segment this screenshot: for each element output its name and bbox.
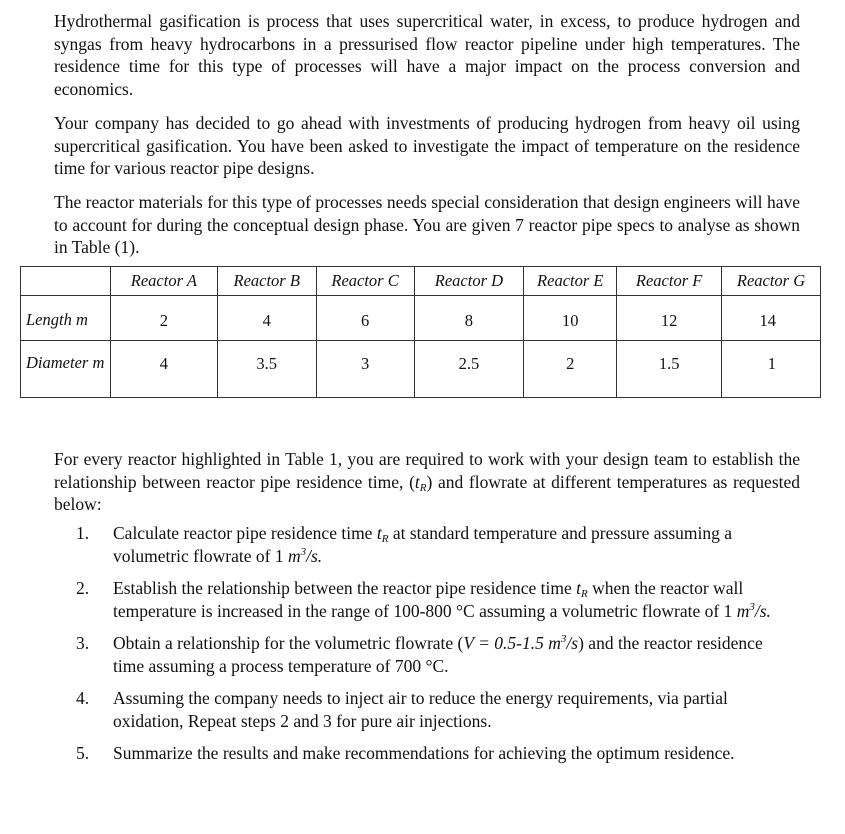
intro-paragraph-1: Hydrothermal gasification is process that uses supercritical water, in excess, to produce hydrogen and syngas from heavy hydrocarbons in a pressurised flow reactor pipeline under high temperatures. The residence time for this type of processes will have a major impact on the process conversion and economics. bbox=[54, 11, 800, 99]
table-cell: 3 bbox=[316, 341, 414, 398]
reactor-specs-table bbox=[20, 266, 821, 398]
table-corner-cell bbox=[21, 267, 111, 296]
list-number: 3. bbox=[76, 633, 90, 653]
intro-paragraph-2: Your company has decided to go ahead with investments of producing hydrogen from heavy oil using supercritical gasification. You have been asked to investigate the impact of temperature on the residence time for various reactor pipe designs. bbox=[54, 113, 800, 178]
table-cell: 3.5 bbox=[217, 341, 316, 398]
list-item: 4. Assuming the company needs to inject air to reduce the energy requirements, via partial oxidation, Repeat steps 2 and 3 for pure air injections. bbox=[76, 688, 728, 731]
table-row-length bbox=[21, 296, 821, 341]
task-intro-text: For every reactor highlighted in Table 1, you are required to work with your design team to establish the relationship between reactor pipe residence time, ( bbox=[54, 449, 800, 492]
column-header: Reactor B bbox=[217, 267, 316, 296]
table-cell: 6 bbox=[316, 296, 414, 341]
column-header: Reactor A bbox=[110, 267, 217, 296]
table-cell: 2 bbox=[524, 341, 617, 398]
table-row-diameter bbox=[21, 341, 821, 398]
list-number: 4. bbox=[76, 688, 90, 708]
list-item: 2. Establish the relationship between the reactor pipe residence time $t_R$ when the reactor wall temperature is increased in the range of 100-800 °C assuming a volumetric flowrate of 1 $m^3/s$. bbox=[76, 578, 771, 621]
list-item: 5. Summarize the results and make recommendations for achieving the optimum residence. bbox=[76, 743, 735, 763]
intro-paragraph-3: The reactor materials for this type of processes needs special consideration that design engineers will have to account for during the conceptual design phase. You are given 7 reactor pipe specs to analyse as shown in Table (1). bbox=[54, 192, 800, 257]
list-number: 5. bbox=[76, 743, 90, 763]
column-header: Reactor D bbox=[414, 267, 524, 296]
table-header-row bbox=[21, 267, 821, 296]
table-cell: 4 bbox=[217, 296, 316, 341]
list-item: 1. Calculate reactor pipe residence time $t_R$ at standard temperature and pressure assuming a volumetric flowrate of 1 $m^3/s$. bbox=[76, 523, 732, 566]
row-label: Length m bbox=[21, 296, 111, 341]
column-header: Reactor C bbox=[316, 267, 414, 296]
column-header: Reactor F bbox=[617, 267, 722, 296]
table-cell: 2 bbox=[110, 296, 217, 341]
table-cell: 4 bbox=[110, 341, 217, 398]
table-cell: 1.5 bbox=[617, 341, 722, 398]
column-header: Reactor E bbox=[524, 267, 617, 296]
column-header: Reactor G bbox=[722, 267, 821, 296]
table-cell: 8 bbox=[414, 296, 524, 341]
table-cell: 10 bbox=[524, 296, 617, 341]
task-list bbox=[76, 522, 776, 775]
table-cell: 1 bbox=[722, 341, 821, 398]
list-item: 3. Obtain a relationship for the volumetric flowrate (V = 0.5-1.5 $m^3/s$) and the reactor residence time assuming a process temperature of 700 °C. bbox=[76, 633, 763, 676]
table-cell: 12 bbox=[617, 296, 722, 341]
row-label: Diameter m bbox=[21, 341, 111, 398]
table-cell: 14 bbox=[722, 296, 821, 341]
table-cell: 2.5 bbox=[414, 341, 524, 398]
task-intro-text: ) and flowrate at different temperatures as requested below: bbox=[54, 471, 801, 514]
residence-time-symbol: $t_R$ bbox=[414, 471, 427, 494]
task-intro-paragraph bbox=[54, 448, 800, 516]
list-number: 1. bbox=[76, 523, 90, 543]
list-number: 2. bbox=[76, 578, 90, 598]
